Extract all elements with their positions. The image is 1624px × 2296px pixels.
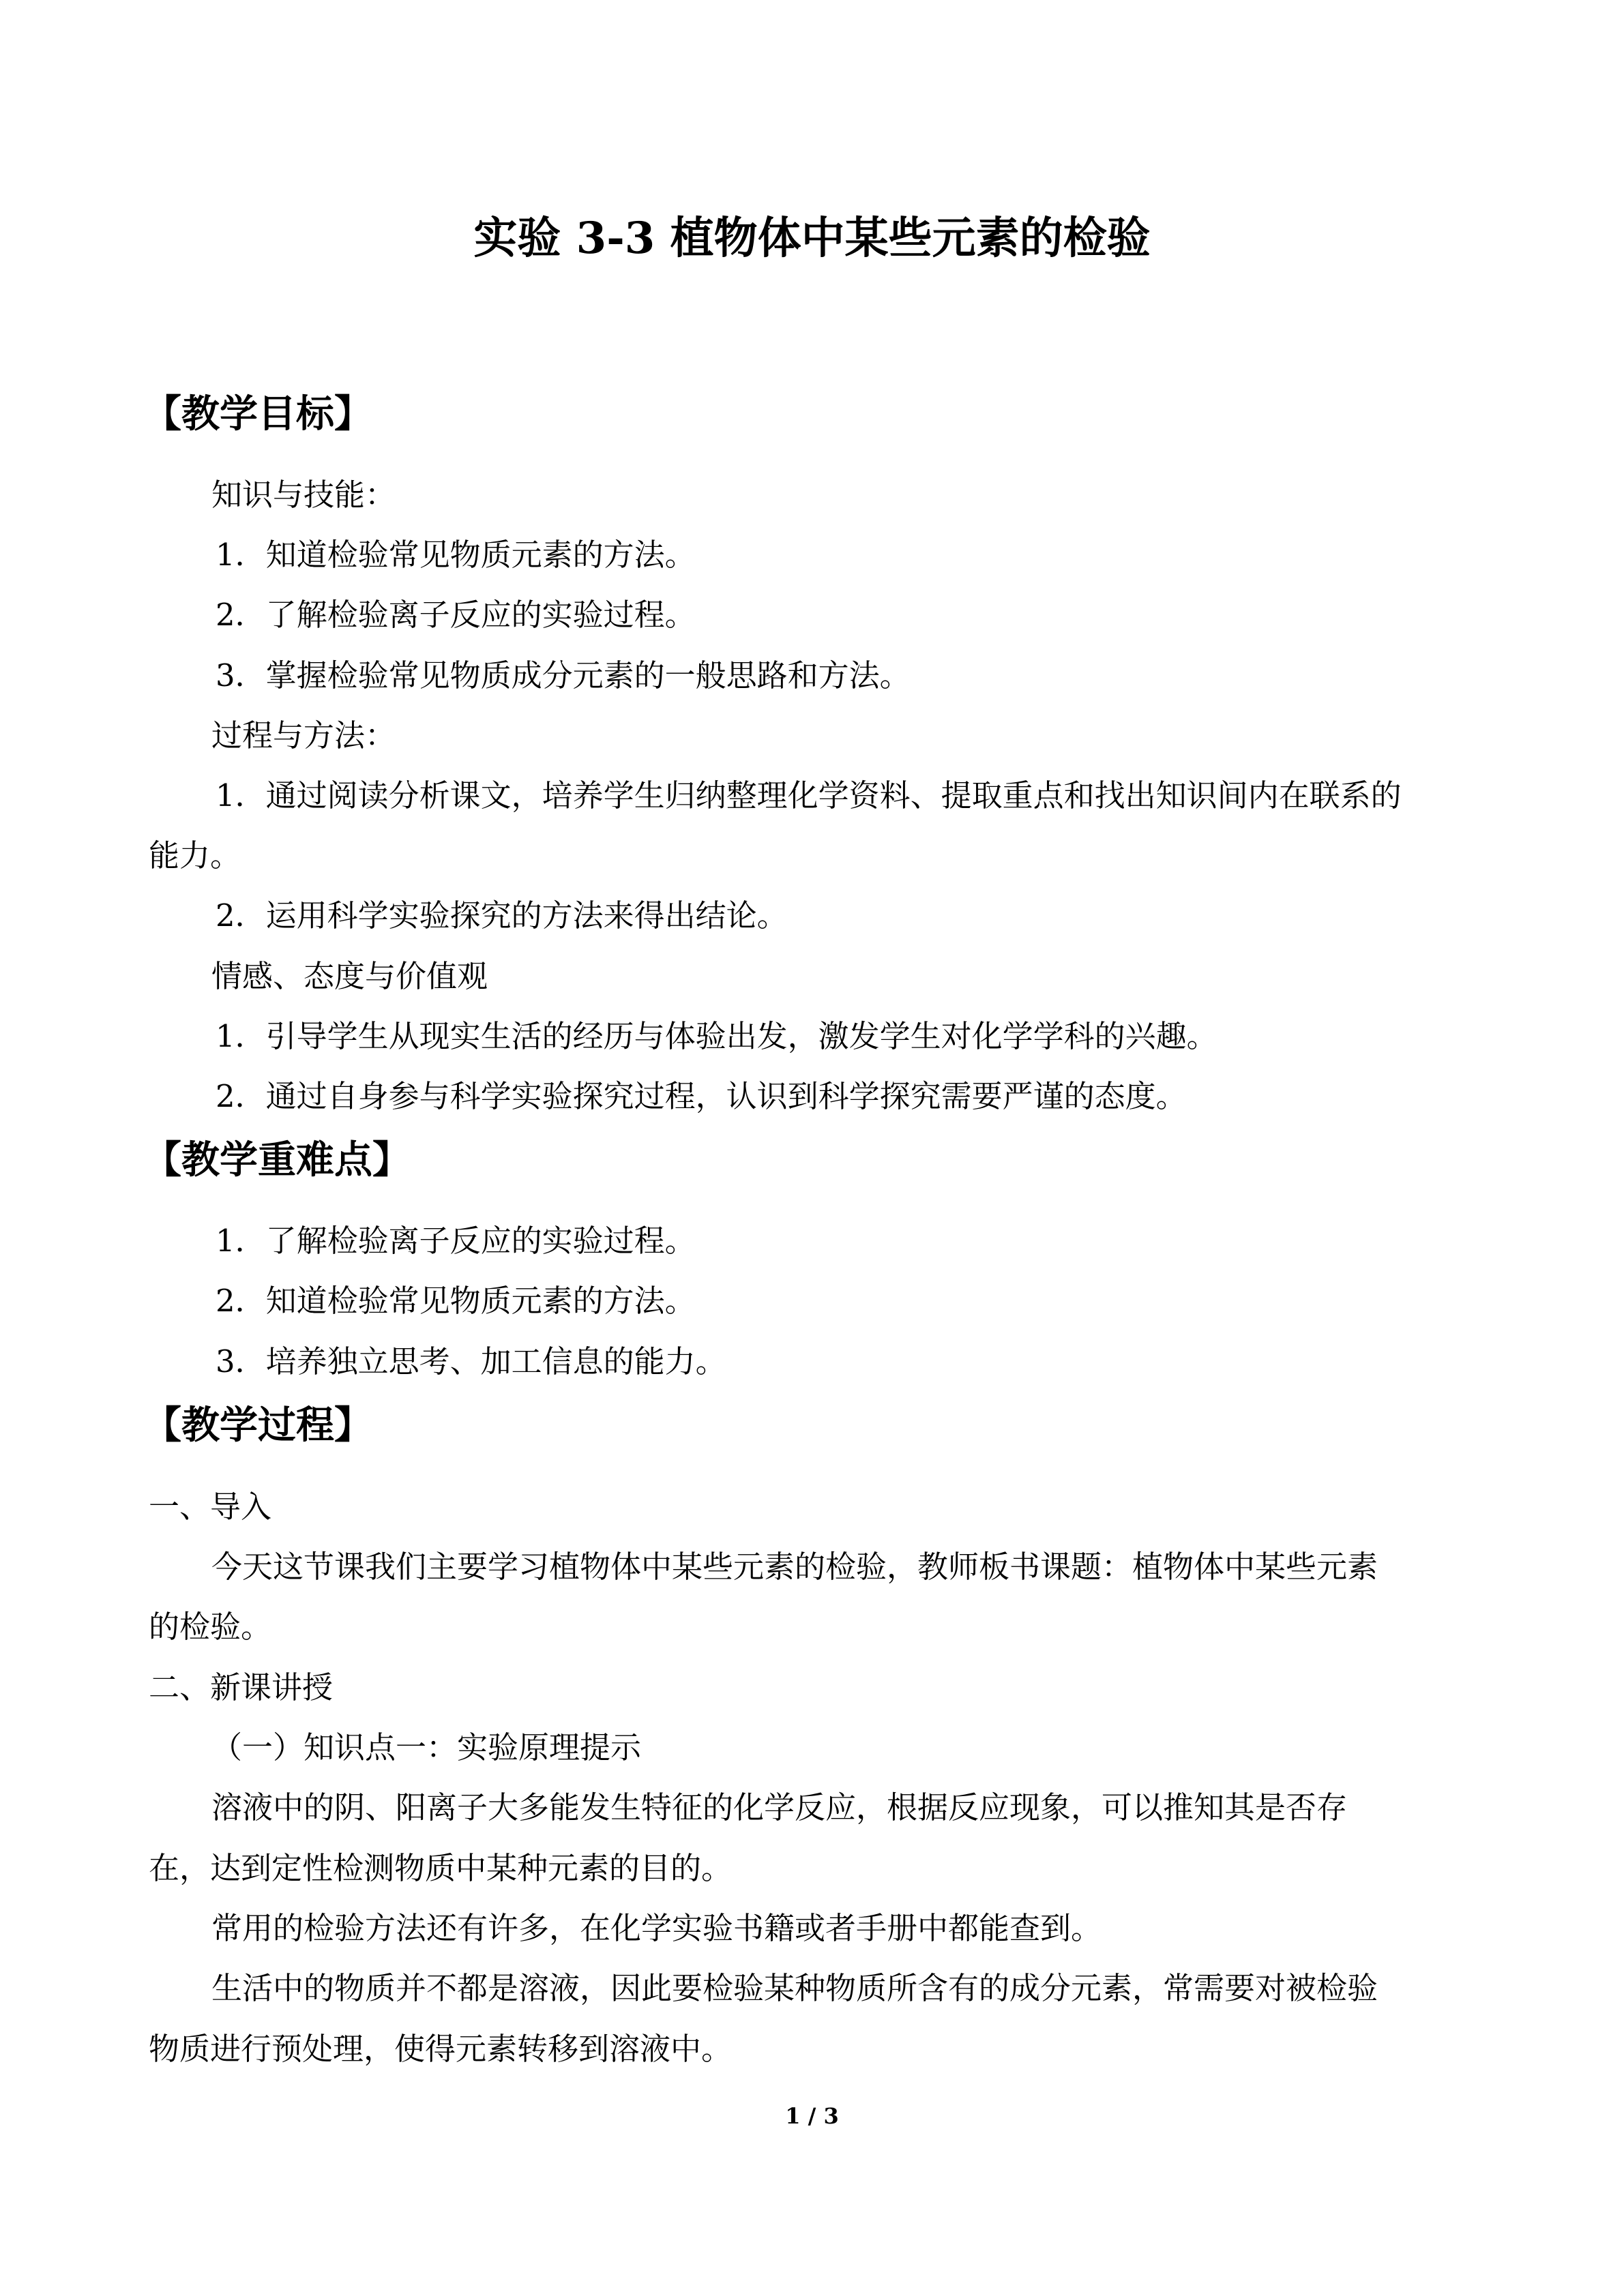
key-point-item: 1．了解检验离子反应的实验过程。	[216, 1223, 696, 1259]
key-point-item: 2．知道检验常见物质元素的方法。	[216, 1283, 696, 1319]
paragraph-line: 物质进行预处理，使得元素转移到溶液中。	[149, 2031, 733, 2067]
section-heading-key-points: 【教学重难点】	[143, 1137, 411, 1182]
point-label: （一）知识点一：实验原理提示	[211, 1729, 642, 1765]
process-item: 1．通过阅读分析课文，培养学生归纳整理化学资料、提取重点和找出知识间内在联系的	[216, 777, 1402, 814]
knowledge-item: 2．了解检验离子反应的实验过程。	[216, 597, 696, 633]
attitude-item: 1．引导学生从现实生活的经历与体验出发，激发学生对化学学科的兴趣。	[216, 1018, 1217, 1054]
knowledge-label: 知识与技能：	[211, 477, 396, 513]
intro-label: 一、导入	[149, 1489, 272, 1525]
paragraph-line: 在，达到定性检测物质中某种元素的目的。	[149, 1850, 733, 1886]
document-title: 实验 3-3 植物体中某些元素的检验	[473, 213, 1151, 264]
process-label: 过程与方法：	[211, 717, 396, 754]
new-lesson-label: 二、新课讲授	[149, 1669, 334, 1705]
section-heading-process: 【教学过程】	[143, 1403, 372, 1448]
paragraph-line: 生活中的物质并不都是溶液，因此要检验某种物质所含有的成分元素，常需要对被检验	[211, 1970, 1378, 2006]
knowledge-item: 1．知道检验常见物质元素的方法。	[216, 537, 696, 573]
paragraph-line: 溶液中的阴、阳离子大多能发生特征的化学反应，根据反应现象，可以推知其是否存	[211, 1789, 1348, 1825]
key-point-item: 3．培养独立思考、加工信息的能力。	[216, 1343, 726, 1380]
attitude-item: 2．通过自身参与科学实验探究过程，认识到科学探究需要严谨的态度。	[216, 1078, 1187, 1114]
paragraph-line: 的检验。	[149, 1609, 272, 1645]
knowledge-item: 3．掌握检验常见物质成分元素的一般思路和方法。	[216, 657, 911, 694]
process-item-continuation: 能力。	[149, 837, 241, 874]
section-heading-objectives: 【教学目标】	[143, 391, 372, 436]
page-number: 1 / 3	[785, 2103, 839, 2129]
paragraph-line: 常用的检验方法还有许多，在化学实验书籍或者手册中都能查到。	[211, 1910, 1102, 1946]
paragraph-line: 今天这节课我们主要学习植物体中某些元素的检验，教师板书课题：植物体中某些元素	[211, 1549, 1378, 1585]
attitude-label: 情感、态度与价值观	[211, 958, 488, 994]
process-item: 2．运用科学实验探究的方法来得出结论。	[216, 897, 788, 934]
